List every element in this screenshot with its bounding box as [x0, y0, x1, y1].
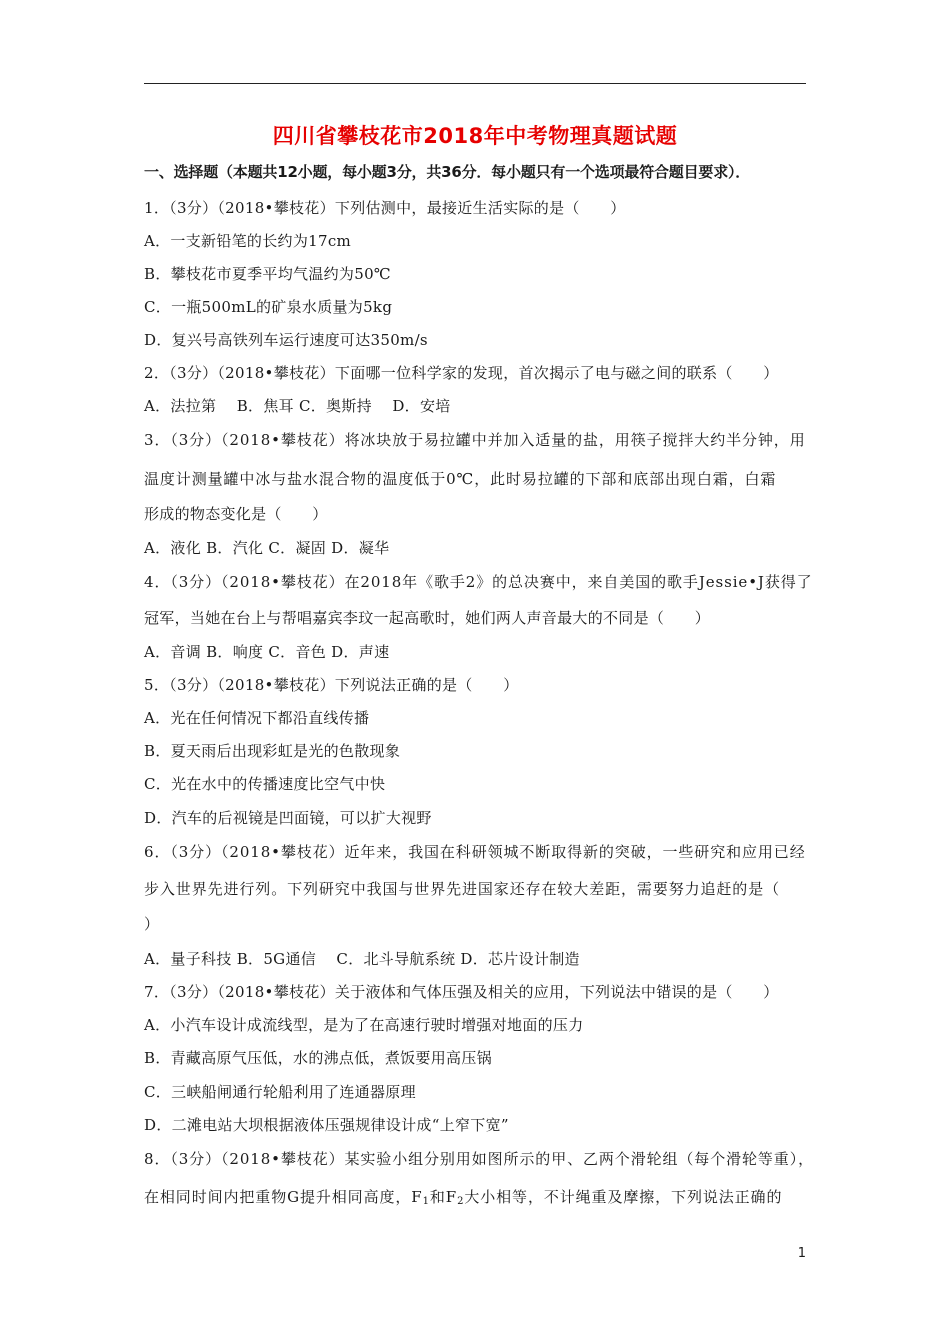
question-1-option-c: C．一瓶500mL的矿泉水质量为5kg	[144, 298, 393, 316]
question-3-stem-line-1: 3．（3分）（2018•攀枝花）将冰块放于易拉罐中并加入适量的盐，用筷子搅拌大约半分钟，用	[144, 431, 806, 449]
subscript-1: 1	[422, 1196, 430, 1207]
question-5-option-d: D．汽车的后视镜是凹面镜，可以扩大视野	[144, 809, 432, 827]
question-5-option-b: B．夏天雨后出现彩虹是光的色散现象	[144, 742, 401, 760]
question-8-text-part-1: 在相同时间内把重物G提升相同高度，F	[144, 1188, 423, 1206]
question-6-options: A．量子科技 B．5G通信 C．北斗导航系统 D．芯片设计制造	[144, 950, 580, 968]
subscript-2: 2	[457, 1196, 465, 1207]
question-3-stem-line-3: 形成的物态变化是（ ）	[144, 505, 328, 523]
question-1-stem: 1．（3分）（2018•攀枝花）下列估测中，最接近生活实际的是（ ）	[144, 199, 626, 217]
question-8-stem-line-2	[144, 1186, 814, 1208]
question-5-option-c: C．光在水中的传播速度比空气中快	[144, 775, 386, 793]
question-3-options: A．液化 B．汽化 C．凝固 D．凝华	[144, 539, 390, 557]
question-1-option-a: A．一支新铅笔的长约为17cm	[144, 232, 352, 250]
question-1-option-d: D．复兴号高铁列车运行速度可达350m/s	[144, 331, 428, 349]
question-8-stem-line-1: 8．（3分）（2018•攀枝花）某实验小组分别用如图所示的甲、乙两个滑轮组（每个滑轮等重），	[144, 1150, 815, 1168]
question-6-stem-line-2: 步入世界先进行列。下列研究中我国与世界先进国家还存在较大差距，需要努力追赶的是（	[144, 880, 781, 898]
question-8-text-part-3: 大小相等，不计绳重及摩擦，下列说法正确的	[464, 1188, 783, 1206]
question-4-options: A．音调 B．响度 C．音色 D．声速	[144, 643, 390, 661]
page-number: 1	[797, 1246, 806, 1261]
question-4-stem-line-2: 冠军，当她在台上与帮唱嘉宾李玟一起高歌时，她们两人声音最大的不同是（ ）	[144, 609, 711, 627]
question-7-option-a: A．小汽车设计成流线型，是为了在高速行驶时增强对地面的压力	[144, 1016, 584, 1034]
question-7-stem: 7．（3分）（2018•攀枝花）关于液体和气体压强及相关的应用，下列说法中错误的是（ ）	[144, 983, 779, 1001]
section-heading: 一、选择题（本题共12小题，每小题3分，共36分．每小题只有一个选项最符合题目要求）．	[144, 163, 751, 181]
question-1-option-b: B．攀枝花市夏季平均气温约为50℃	[144, 265, 391, 283]
question-5-stem: 5．（3分）（2018•攀枝花）下列说法正确的是（ ）	[144, 676, 519, 694]
question-8-text-part-2: 和F	[429, 1188, 458, 1206]
question-3-stem-line-2: 温度计测量罐中冰与盐水混合物的温度低于0℃，此时易拉罐的下部和底部出现白霜，白霜	[144, 470, 777, 488]
question-2-stem: 2．（3分）（2018•攀枝花）下面哪一位科学家的发现，首次揭示了电与磁之间的联系（ ）	[144, 364, 779, 382]
page-title: 四川省攀枝花市2018年中考物理真题试题	[272, 124, 678, 148]
question-6-stem-line-1: 6．（3分）（2018•攀枝花）近年来，我国在科研领城不断取得新的突破，一些研究和应用已经	[144, 843, 806, 861]
question-5-option-a: A．光在任何情况下都沿直线传播	[144, 709, 370, 727]
question-6-stem-line-3: ）	[144, 915, 160, 933]
question-7-option-b: B．青藏高原气压低，水的沸点低，煮饭要用高压锅	[144, 1049, 492, 1067]
question-4-stem-line-1: 4．（3分）（2018•攀枝花）在2018年《歌手2》的总决赛中，来自美国的歌手Jessie•J获得了	[144, 573, 813, 591]
question-7-option-d: D．二滩电站大坝根据液体压强规律设计成“上窄下宽”	[144, 1116, 509, 1134]
header-rule	[144, 83, 806, 84]
question-7-option-c: C．三峡船闸通行轮船利用了连通器原理	[144, 1083, 416, 1101]
question-2-options: A．法拉第 B．焦耳 C．奥斯持 D．安培	[144, 397, 451, 415]
